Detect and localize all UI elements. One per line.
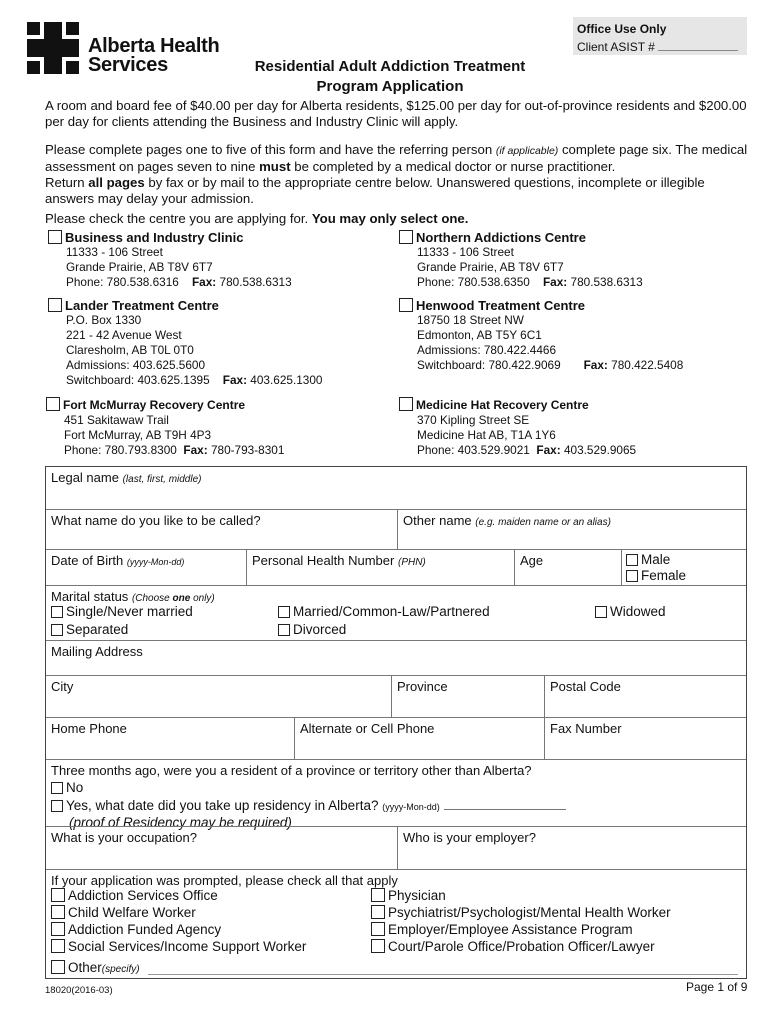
checkbox-ssw[interactable]: [51, 939, 65, 953]
page-title: Residential Adult Addiction Treatment Program Application: [254, 58, 526, 95]
checkbox-divorced[interactable]: [278, 624, 290, 636]
fee-paragraph: A room and board fee of $40.00 per day for Alberta residents, $125.00 per day for out-of-province residents and $200.00 per day for clients attending the Business and Industry Clinic will apply.: [45, 98, 747, 129]
checkbox-other[interactable]: [51, 960, 65, 974]
client-asist-label: Client ASIST #: [577, 40, 655, 54]
checkbox-nac[interactable]: [399, 230, 413, 244]
checkbox-psych[interactable]: [371, 905, 385, 919]
office-use-label: Office Use Only: [577, 22, 667, 36]
occupation-field[interactable]: What is your occupation?: [51, 830, 197, 845]
checkbox-eap[interactable]: [371, 922, 385, 936]
centre-medicine-hat: Medicine Hat Recovery Centre 370 Kipling Street SE Medicine Hat AB, T1A 1Y6 Phone: 403.529.9021 Fax: 403.529.9065: [417, 397, 636, 458]
checkbox-court[interactable]: [371, 939, 385, 953]
province-field[interactable]: Province: [391, 676, 544, 717]
checkbox-aso[interactable]: [51, 888, 65, 902]
complete-paragraph: Please complete pages one to five of this form and have the referring person (if applicable) complete page six. The medical assessment on pages seven to nine must be completed by a medical doctor or nurse practitioner. Return all pages by fax or by mail to the appropriate centre below. Unanswered questions, incomplete or illegible answers may delay your admission.: [45, 142, 748, 206]
checkbox-male[interactable]: [626, 554, 638, 566]
centre-lander: Lander Treatment Centre P.O. Box 1330 221 - 42 Avenue West Claresholm, AB T0L 0T0 Admissions: 403.625.5600 Switchboard: 403.625.1395 Fax: 403.625.1300: [66, 298, 322, 388]
checkbox-no[interactable]: [51, 782, 63, 794]
mailing-address-field[interactable]: Mailing Address: [46, 641, 746, 676]
checkbox-fmrc[interactable]: [46, 397, 60, 411]
legal-name-field[interactable]: Legal name (last, first, middle): [46, 467, 746, 510]
checkbox-widowed[interactable]: [595, 606, 607, 618]
dob-field[interactable]: Date of Birth (yyyy-Mon-dd): [51, 553, 185, 568]
checkbox-htc[interactable]: [399, 298, 413, 312]
checkbox-yes[interactable]: [51, 800, 63, 812]
fax-number-field[interactable]: Fax Number: [544, 718, 746, 759]
check-paragraph: Please check the centre you are applying for. You may only select one.: [45, 211, 469, 226]
ahs-logo-icon: [27, 22, 79, 74]
centre-northern-addictions: Northern Addictions Centre 11333 - 106 Street Grande Prairie, AB T8V 6T7 Phone: 780.538.6350 Fax: 780.538.6313: [417, 230, 643, 290]
applicant-form: Legal name (last, first, middle) What name do you like to be called? Other name (e.g. maiden name or an alias) Date of Birth (yyyy-Mon-dd) Personal Health Number (PHN) Age Male Female Marital status (Choose one only) Single/Never married Married/Common-Law/Partnered Widowed Separated Divorced Mailing Address City Province Postal Code Home Phone Alternate or Cell Phone Fax Number Three months ago, were you a resident of a province or territory other than Alberta? No Yes, what date did you take up residency in Alberta? (yyyy-Mon-dd) (proof of Residency may be required) What is your occupation? Who is your employer? If your application was prompted, please check all that apply Addiction Services Office Child Welfare Worker Addiction Funded Agency Social Services/Income Support Worker Physician Psychiatrist/Psychologist/Mental Health Worker Employer/Employee Assistance Program Court/Parole Office/Probation Officer/Lawyer Other(specify): [45, 466, 747, 979]
client-asist-field[interactable]: [658, 40, 738, 51]
logo-line2: Services: [88, 54, 168, 76]
checkbox-ltc[interactable]: [48, 298, 62, 312]
office-use-box: [573, 17, 747, 55]
checkbox-single[interactable]: [51, 606, 63, 618]
city-field[interactable]: City: [51, 679, 74, 694]
page-number: Page 1 of 9: [686, 980, 748, 994]
employer-field[interactable]: Who is your employer?: [397, 827, 746, 869]
centre-fort-mcmurray: Fort McMurray Recovery Centre 451 Sakitawaw Trail Fort McMurray, AB T9H 4P3 Phone: 780.793.8300 Fax: 780-793-8301: [64, 397, 284, 458]
phn-field[interactable]: Personal Health Number (PHN): [246, 550, 514, 585]
centre-business-industry: Business and Industry Clinic 11333 - 106 Street Grande Prairie, AB T8V 6T7 Phone: 780.538.6316 Fax: 780.538.6313: [66, 230, 292, 290]
preferred-name-field[interactable]: What name do you like to be called?: [51, 513, 261, 528]
checkbox-separated[interactable]: [51, 624, 63, 636]
marital-status-section: Marital status (Choose one only) Single/Never married Married/Common-Law/Partnered Widowed Separated Divorced: [46, 586, 746, 641]
age-field[interactable]: Age: [514, 550, 621, 585]
residency-date-field[interactable]: [444, 799, 566, 810]
postal-code-field[interactable]: Postal Code: [544, 676, 746, 717]
checkbox-physician[interactable]: [371, 888, 385, 902]
checkbox-female[interactable]: [626, 570, 638, 582]
checkbox-cww[interactable]: [51, 905, 65, 919]
checkbox-mhrc[interactable]: [399, 397, 413, 411]
alt-phone-field[interactable]: Alternate or Cell Phone: [294, 718, 544, 759]
referral-section: If your application was prompted, please check all that apply Addiction Services Office Child Welfare Worker Addiction Funded Agency Social Services/Income Support Worker Physician Psychiatrist/Psychologist/Mental Health Worker Employer/Employee Assistance Program Court/Parole Office/Probation Officer/Lawyer Other(specify): [46, 870, 746, 978]
other-specify-field[interactable]: [148, 974, 738, 975]
form-code: 18020(2016-03): [45, 985, 113, 996]
residency-section: Three months ago, were you a resident of a province or territory other than Alberta? No Yes, what date did you take up residency in Alberta? (yyyy-Mon-dd) (proof of Residency may be required): [46, 760, 746, 826]
checkbox-married[interactable]: [278, 606, 290, 618]
home-phone-field[interactable]: Home Phone: [51, 721, 127, 736]
logo-text: [88, 37, 219, 75]
centre-henwood: Henwood Treatment Centre 18750 18 Street NW Edmonton, AB T5Y 6C1 Admissions: 780.422.4466 Switchboard: 780.422.9069 Fax: 780.422.5408: [417, 298, 683, 373]
checkbox-bic[interactable]: [48, 230, 62, 244]
other-name-field[interactable]: Other name (e.g. maiden name or an alias): [397, 510, 746, 549]
checkbox-afa[interactable]: [51, 922, 65, 936]
logo-line1: Alberta Health: [88, 35, 220, 57]
